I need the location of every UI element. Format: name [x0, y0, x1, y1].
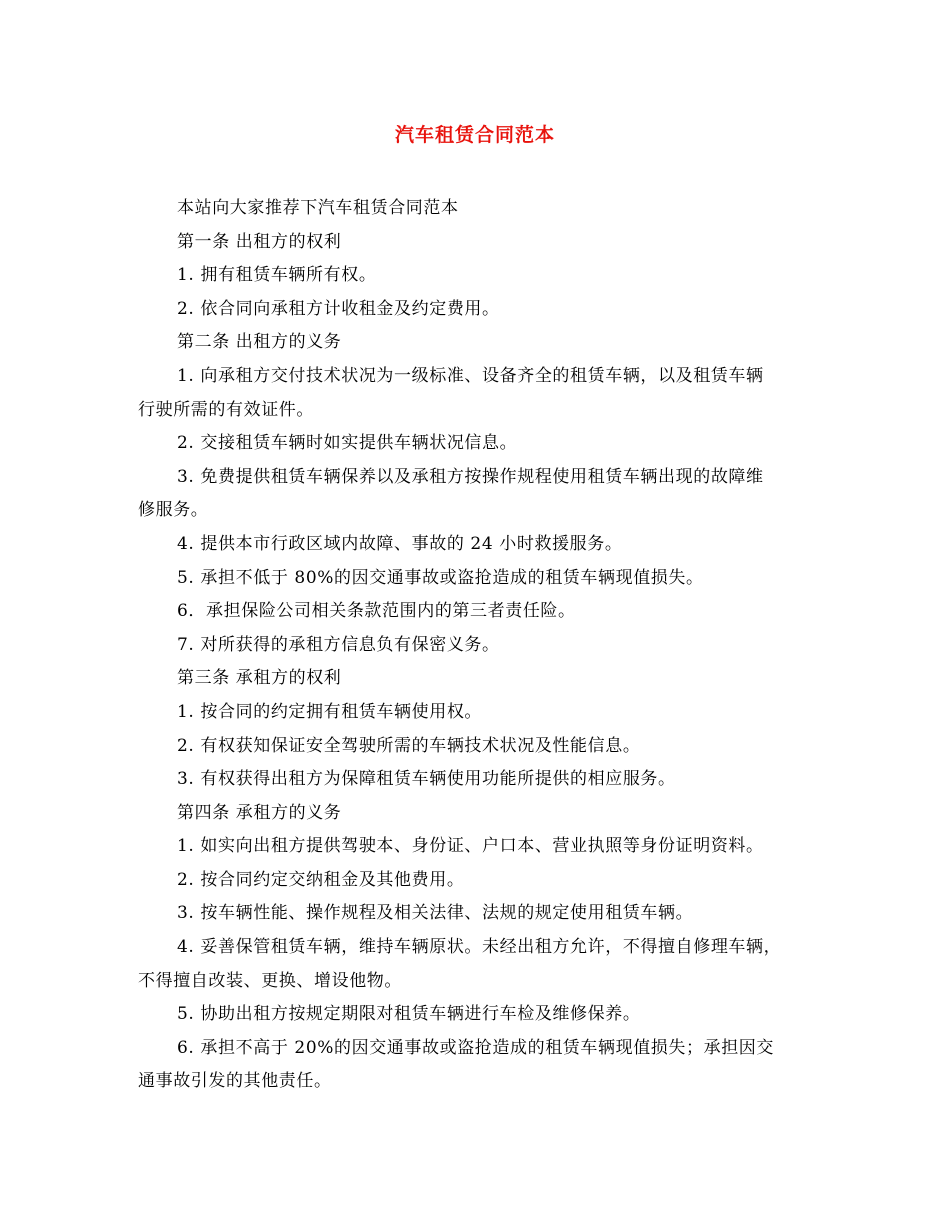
paragraph-line: 4. 提供本市行政区域内故障、事故的 24 小时救援服务。: [177, 533, 623, 554]
paragraph-line: 3. 按车辆性能、操作规程及相关法律、法规的规定使用租赁车辆。: [177, 903, 694, 924]
paragraph-line: 2. 有权获知保证安全驾驶所需的车辆技术状况及性能信息。: [177, 735, 641, 756]
paragraph-line: 第一条 出租方的权利: [177, 231, 342, 252]
paragraph-line: 1. 如实向出租方提供驾驶本、身份证、户口本、营业执照等身份证明资料。: [177, 836, 764, 857]
paragraph-line: 6. 承担不高于 20%的因交通事故或盗抢造成的租赁车辆现值损失；承担因交: [177, 1037, 775, 1058]
document-title: 汽车租赁合同范本: [394, 124, 555, 146]
paragraph-line: 3. 有权获得出租方为保障租赁车辆使用功能所提供的相应服务。: [177, 769, 676, 790]
paragraph-line: 1. 按合同的约定拥有租赁车辆使用权。: [177, 701, 483, 722]
paragraph-line: 1. 向承租方交付技术状况为一级标准、设备齐全的租赁车辆，以及租赁车辆: [177, 365, 764, 386]
paragraph-line: 1. 拥有租赁车辆所有权。: [177, 265, 377, 286]
paragraph-line: 3. 免费提供租赁车辆保养以及承租方按操作规程使用租赁车辆出现的故障维: [177, 466, 764, 487]
paragraph-line: 第三条 承租方的权利: [177, 668, 342, 689]
paragraph-line: 5. 承担不低于 80%的因交通事故或盗抢造成的租赁车辆现值损失。: [177, 567, 704, 588]
paragraph-line: 2. 交接租赁车辆时如实提供车辆状况信息。: [177, 433, 518, 454]
paragraph-line: 7. 对所获得的承租方信息负有保密义务。: [177, 634, 500, 655]
paragraph-line: 第四条 承租方的义务: [177, 802, 342, 823]
paragraph-line: 行驶所需的有效证件。: [138, 399, 314, 420]
paragraph-line: 第二条 出租方的义务: [177, 332, 342, 353]
paragraph-line: 2. 按合同约定交纳租金及其他费用。: [177, 869, 465, 890]
paragraph-line: 2. 依合同向承租方计收租金及约定费用。: [177, 298, 500, 319]
paragraph-line: 修服务。: [138, 500, 209, 521]
paragraph-line: 通事故引发的其他责任。: [138, 1071, 332, 1092]
paragraph-line: 本站向大家推荐下汽车租赁合同范本: [177, 198, 459, 218]
paragraph-line: 5. 协助出租方按规定期限对租赁车辆进行车检及维修保养。: [177, 1004, 641, 1025]
paragraph-line: 不得擅自改装、更换、增设他物。: [138, 970, 402, 991]
document-body: [138, 192, 818, 1099]
paragraph-line: 4. 妥善保管租赁车辆，维持车辆原状。未经出租方允许，不得擅自修理车辆，: [177, 937, 782, 958]
paragraph-line: 6．承担保险公司相关条款范围内的第三者责任险。: [177, 601, 576, 622]
